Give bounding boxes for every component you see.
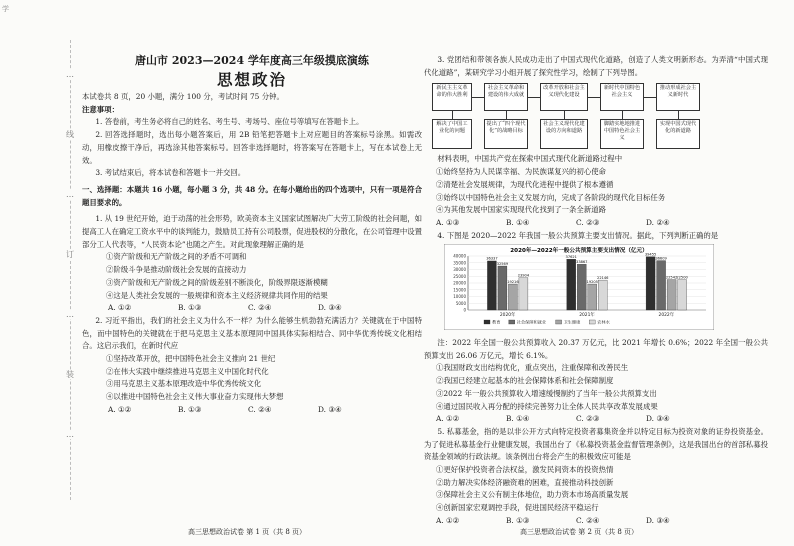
option-item: ②阶级斗争是推动阶级社会发展的直接动力 [106,265,247,275]
binding-word: 装 [66,370,74,379]
option-item: ③资产阶级和无产阶级之间的阶级差别不断淡化，阶级界限逐渐模糊 [106,277,328,287]
flow-connector [678,111,679,119]
question-stem: 5. 私募基金，指的是以非公开方式向特定投资者募集资金并以特定目标为投资对象的证券投资基金。为了促进私募基金行业健康发展，我国出台了《私募投资基金监督管理条例》，这是我国出台的首部私募投资基金领域的行政法规。该条例出台将会产生的积极效应可能是 [424,426,768,462]
answer-choices [424,217,768,230]
binding-word: … [66,70,74,79]
exam-title: 唐山市 2023—2024 学年度高三年级摸底演练 [135,54,369,67]
flow-arrow [588,97,600,98]
answer-choices [424,515,768,528]
answer-choice: A. ①② [436,414,460,424]
bar-value-label: 19216 [507,280,519,285]
option-item: ④以推进中国特色社会主义伟大事业奋力实现伟大梦想 [106,392,284,402]
option-item: ②助力解决实体经济融资难的困难，直接推动科技创新 [436,477,614,487]
answer-choice: D. ②④ [646,217,670,227]
option-item: ④通过国民收入再分配的持续完善努力让全体人民共享改革发展成果 [436,401,658,411]
flow-arrow [528,97,540,98]
flow-box: 推动形成社会主义新时代 [656,83,700,111]
bar [577,265,586,311]
binding-word: … [66,310,74,319]
answer-choice: D. ③④ [318,404,342,414]
answer-choice: A. ①② [108,404,132,414]
answer-choice: B. ①③ [506,515,530,525]
answer-choice: C. ②③ [576,217,600,227]
page-footer: 高三思想政治试卷 第 2 页（共 8 页） [520,528,639,536]
legend-label: 教育 [492,319,501,325]
answer-choices [424,413,768,426]
flow-box: 改革开放和社会主义现代化建设 [540,83,588,111]
answer-choice: B. ①③ [178,303,202,313]
question-stem: 3. 党团结和带领各族人民成功走出了中国式现代化道路，创造了人类文明新形态。为弄清“中国式现代化道路”，某研究学习小组开展了探究性学习，绘制了下列导图。 [424,55,768,77]
option-item: ②我国已经建立起基本的社会保障体系和社会保障制度 [436,376,614,386]
option-item: ②清楚社会发展规律，为现代化进程中提供了根本遵循 [436,179,614,189]
answer-choice: C. ②④ [248,303,272,313]
flow-box: 脚踏实地地推进中国特色社会主义 [600,119,644,149]
flowchart [432,81,702,151]
bar-value-label: 19205 [586,280,598,285]
answer-choice: C. ②④ [248,404,272,414]
bar [588,284,597,310]
bar [508,284,517,310]
flow-arrow [644,97,656,98]
answer-choice: B. ①④ [506,217,530,227]
x-tick-label: 2020年 [499,313,516,319]
y-tick-label: 40000 [453,253,466,259]
notice-heading: 注意事项： [82,104,119,114]
bar-value-label: 36337 [486,257,498,262]
bar-value-label: 22500 [676,275,688,280]
flow-connector [506,111,507,119]
question-stem: 1. 从 19 世纪开始，迫于动荡的社会形势，欧美资本主义国家试图解决广大劳工阶级的社会问题，如提高工人在确定工资水平中的谈判能力，鼓励员工持有公司股票，促进股权的分散化，在公司管理中设置部分工人代表等，“人民资本论”也随之产生。对此现象理解正确的是 [82,214,422,249]
notice-item: 2. 回答选择题时，选出每小题答案后，用 2B 铅笔把答题卡上对应题目的答案标号涂黑。如需改动，用橡皮擦干净后，再选涂其他答案标号。回答非选择题时，将答案写在答题卡上，写在本试卷上无效。 [82,130,422,165]
exam-info: 本试卷共 8 页，20 小题，满分 100 分，考试时间 75 分钟。 [82,92,284,101]
chart-note: 注：2022 年全国一般公共预算收入 20.37 万亿元，比 2021 年增长 0.6%；2022 年全国一般公共预算支出 26.06 万亿元，增长 6.1%。 [424,338,768,360]
legend-label: 卫生健康 [563,319,581,325]
edge-mark: 学 [2,5,9,13]
binding-word: … [66,430,74,439]
flow-connector [622,111,623,119]
chart-title: 2020年—2022年一般公共预算主要支出情况（亿元） [510,248,648,255]
flow-box: 新民主主义革命的伟大胜利 [432,83,472,111]
bar-value-label: 37621 [565,255,577,260]
option-item: ①坚持改革开放，把中国特色社会主义推向 21 世纪 [106,354,276,364]
answer-choice: A. ①② [108,303,132,313]
bar [487,261,496,310]
flow-box: 实现中国式现代化的新道路 [656,119,700,149]
y-tick-label: 35000 [453,260,466,266]
question-stem: 4. 下图是 2020—2022 年我国一般公共预算主要支出情况。据此，下列判断正确的是 [437,230,719,240]
bar-value-label: 33867 [576,260,588,265]
y-tick-label: 30000 [453,267,466,273]
answer-choice: C. ②④ [576,515,600,525]
answer-choice: B. ①④ [506,414,530,424]
answer-choice: C. ②③ [576,414,600,424]
bar [519,278,528,310]
legend-swatch [589,320,595,324]
option-item: ①始终坚持为人民谋幸福、为民族谋复兴的初心使命 [436,167,606,177]
page-1 [82,50,422,417]
y-tick-label: 5000 [455,301,466,307]
bar-value-label: 23904 [517,273,530,278]
section-heading: 一、选择题：本题共 16 小题，每小题 3 分，共 48 分。在每小题给出的四个选项中，只有一项是符合题目要求的。 [82,184,422,207]
option-item: ③2022 年一般公共预算收入增速缓慢制约了当年一般公共预算支出 [436,388,657,398]
answer-choices [82,302,422,315]
material-note: 材料表明，中国共产党在探索中国式现代化新道路过程中 [437,154,623,164]
flow-connector [452,111,453,119]
option-item: ①更好保护投资者合法权益，激发民间资本的投资热情 [436,465,614,475]
y-tick-label: 25000 [453,274,466,280]
y-tick-label: 10000 [453,294,466,300]
option-item: ④为其他发展中国家实现现代化找到了一条全新道路 [436,205,606,215]
option-item: ③始终以中国特色社会主义发展方向，完成了各阶段的现代化目标任务 [436,192,666,202]
question-stem: 2. 习近平指出，我们的社会主义为什么不一样？为什么能够生机勃勃充满活力？关键就在于中国特色，而中国特色的关键就在于把马克思主义基本原理同中国具体实际相结合、同中华优秀传统文化相结合。这启示我们，在新时代应 [82,315,422,351]
notice-item: 3. 考试结束后，将本试卷和答题卡一并交回。 [95,168,246,178]
option-item: ④这是人类社会发展的一般规律和资本主义经济规律共同作用的结果 [106,290,328,300]
option-item: ①资产阶级和无产阶级之间的矛盾不可调和 [106,252,247,262]
flow-arrow [472,97,484,98]
bar [498,266,507,310]
answer-choice: D. ③④ [318,303,342,313]
x-tick-label: 2021年 [579,313,595,319]
bar-value-label: 22146 [597,276,609,281]
page-footer: 高三思想政治试卷 第 1 页（共 8 页） [188,528,307,536]
bar [657,261,666,310]
bar-value-label: 32569 [496,262,509,267]
y-tick-label: 0 [463,307,466,313]
binding-word: 订 [66,250,74,259]
option-item: ③用马克思主义基本原理改造中华优秀传统文化 [106,379,262,389]
option-item: ③保障社会主义公有制主体地位，助力资本市场高质量发展 [436,490,629,500]
flow-box: 社会主义革命和建设的伟大成就 [484,83,528,111]
budget-chart [444,244,768,335]
x-tick-label: 2022年 [658,313,675,319]
bar [667,280,676,310]
flow-connector [564,111,565,119]
bar-value-label: 39455 [644,252,657,257]
bar-value-label: 36609 [655,256,667,261]
notice-item: 1. 答卷前，考生务必将自己的姓名、考生号、考场号、座位号等填写在答题卡上。 [95,117,364,127]
option-item: ④创新国家宏观调控手段，促进国民经济平稳运行 [436,503,599,513]
answer-choice: A. ①③ [436,217,460,227]
subject-title: 思想政治 [216,70,287,89]
flow-box: 提出了“四个现代化”的战略目标 [484,119,528,149]
binding-word: 线 [66,130,74,139]
answer-choice: D. ③④ [646,414,670,424]
flow-box: 解决了中国工业化的问题 [432,119,472,149]
answer-choice: B. ①③ [178,404,202,414]
bar [567,260,576,311]
bar [678,280,687,310]
legend-swatch [484,320,490,324]
answer-choice: D. ③④ [646,515,670,525]
legend-swatch [556,320,562,324]
legend-label: 农林水 [597,319,610,325]
option-item: ②在伟大实践中继续推进马克思主义中国化时代化 [106,366,269,376]
page-2 [424,54,768,528]
y-tick-label: 15000 [453,287,466,293]
y-tick-label: 20000 [453,280,466,286]
answer-choice: A. ①② [436,515,460,525]
flow-box: 新时代中国特色社会主义 [600,83,644,111]
bar [598,280,607,310]
flow-box: 社会主义现代化建设的方向和道路 [540,119,588,149]
option-item: ①我国财政支出结构优化，重点突出，注重保障和改善民生 [436,363,629,373]
answer-choices [82,404,422,417]
budget-chart-svg [444,244,714,330]
binding-word: … [66,190,74,199]
legend-label: 社会保障和就业 [516,319,547,325]
bar-value-label: 22542 [665,275,678,280]
legend-swatch [509,320,515,324]
bar [646,257,655,310]
